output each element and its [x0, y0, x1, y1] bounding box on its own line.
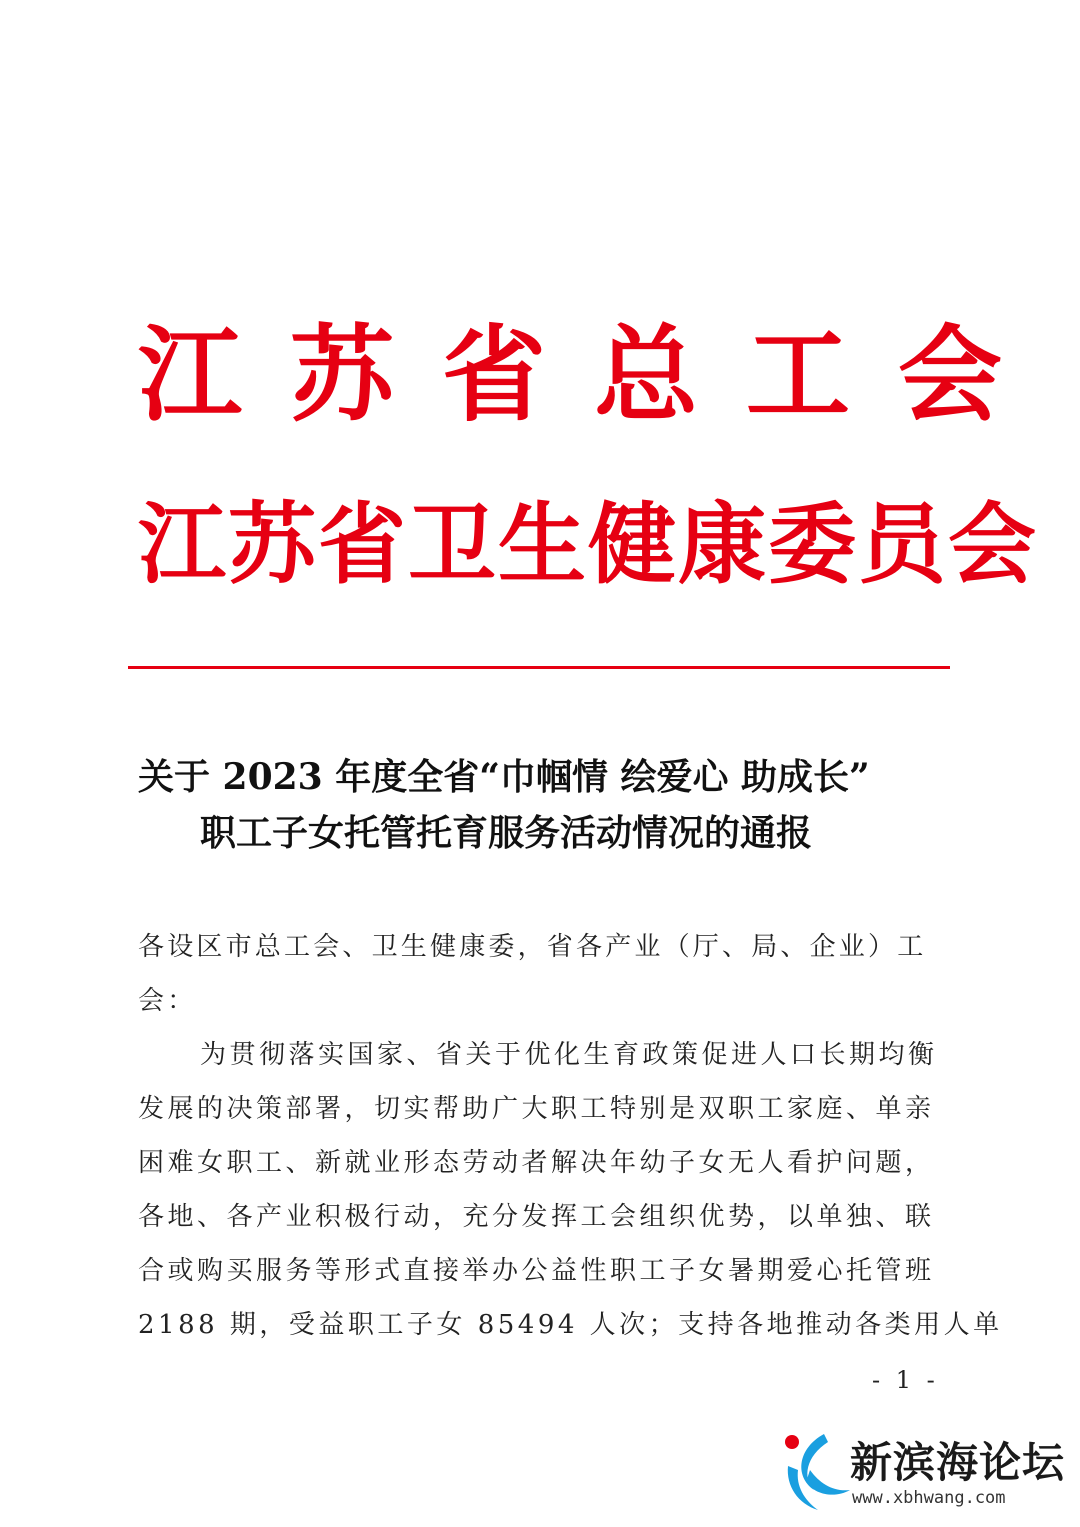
- red-header-divider: [128, 666, 950, 669]
- salutation: [138, 920, 944, 1028]
- paragraph-line: 2188 期，受益职工子女 85494 人次；支持各地推动各类用人单: [138, 1310, 1003, 1340]
- paragraph-line: 发展的决策部署，切实帮助广大职工特别是双职工家庭、单亲: [138, 1094, 935, 1124]
- salutation-line: 各设区市总工会、卫生健康委，省各产业（厅、局、企业）工: [138, 932, 927, 962]
- body-paragraph: [138, 1028, 1003, 1352]
- issuer-name-health-commission: 江苏省卫生健康委员会: [138, 493, 1039, 596]
- site-logo-icon: [780, 1426, 856, 1516]
- page-number: - 1 -: [872, 1366, 939, 1394]
- paragraph-line: 为贯彻落实国家、省关于优化生育政策促进人口长期均衡: [200, 1040, 938, 1070]
- site-watermark: [780, 1420, 1070, 1520]
- site-url: www.xbhwang.com: [852, 1488, 1006, 1508]
- paragraph-line: 困难女职工、新就业形态劳动者解决年幼子女无人看护问题，: [138, 1148, 935, 1178]
- paragraph-line: 各地、各产业积极行动，充分发挥工会组织优势，以单独、联: [138, 1202, 935, 1232]
- site-name: 新滨海论坛: [850, 1438, 1066, 1487]
- document-title-line-2: 职工子女托管托育服务活动情况的通报: [200, 812, 813, 854]
- salutation-line: 会：: [138, 986, 197, 1016]
- document-title-line-1: 关于 2023 年度全省“巾帼情 绘爱心 助成长”: [138, 756, 870, 798]
- issuer-name-federation: 江苏省总工会: [138, 314, 1051, 436]
- paragraph-line: 合或购买服务等形式直接举办公益性职工子女暑期爱心托管班: [138, 1256, 935, 1286]
